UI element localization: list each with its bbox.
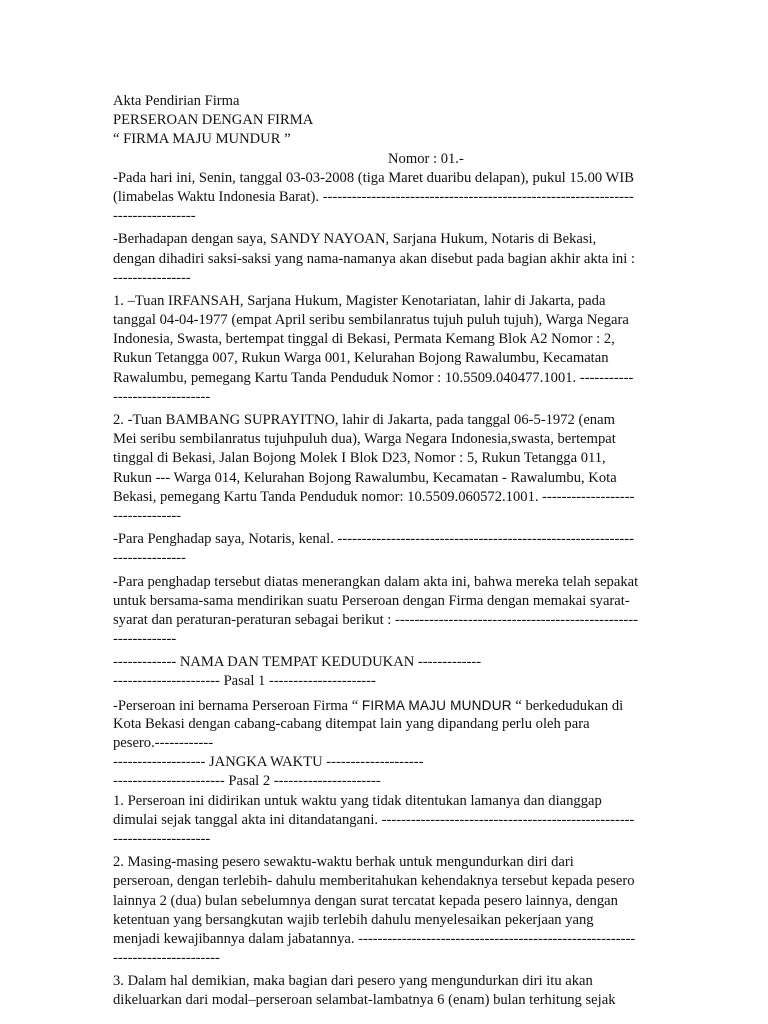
line-text: Indonesia, Swasta, bertempat tinggal di Bekasi, Permata Kemang Blok A2 Nomor : 2, — [113, 331, 615, 348]
document-line — [113, 830, 660, 849]
line-text: ------------------- JANGKA WAKTU -------------------- — [113, 754, 424, 771]
document-line — [113, 169, 660, 188]
document-line — [113, 949, 660, 968]
document-line — [113, 111, 660, 130]
document-line — [113, 230, 660, 249]
document-line — [113, 573, 660, 592]
document-line — [113, 507, 660, 526]
document-line — [113, 207, 660, 226]
line-text: 3. Dalam hal demikian, maka bagian dari pesero yang mengundurkan diri itu akan — [113, 973, 593, 990]
document-line — [113, 150, 660, 169]
document-line — [113, 330, 660, 349]
line-text: “ FIRMA MAJU MUNDUR ” — [113, 131, 291, 148]
line-text: -------------------- — [113, 830, 211, 847]
document-line — [113, 250, 660, 269]
line-text: -Pada hari ini, Senin, tanggal 03-03-2008 (tiga Maret duaribu delapan), pukul 15.00 WIB — [113, 169, 634, 186]
document-line — [113, 592, 660, 611]
document-line — [113, 549, 660, 568]
document-line — [113, 892, 660, 911]
document-line — [113, 130, 660, 149]
document-line — [113, 388, 660, 407]
line-text: tinggal di Bekasi, Jalan Bojong Molek I Blok D23, Nomor : 5, Rukun Tetangga 011, — [113, 450, 606, 467]
line-text: untuk bersama-sama mendirikan suatu Perseroan dengan Firma dengan memakai syarat- — [113, 592, 630, 609]
line-text: ------------- NAMA DAN TEMPAT KEDUDUKAN ------------- — [113, 654, 482, 671]
line-text: Akta Pendirian Firma — [113, 93, 240, 109]
line-text: Kota Bekasi dengan cabang-cabang ditempat lain yang dipandang perlu oleh para — [113, 715, 590, 732]
document-line — [113, 188, 660, 207]
document-line — [113, 696, 660, 715]
document-line — [113, 349, 660, 368]
line-text: 2. -Tuan BAMBANG SUPRAYITNO, lahir di Jakarta, pada tanggal 06-5-1972 (enam — [113, 412, 615, 428]
document-line — [113, 488, 660, 507]
document-line — [113, 92, 660, 111]
line-text: pesero.------------ — [113, 735, 214, 751]
line-text: 1. Perseroan ini didirikan untuk waktu yang tidak ditentukan lamanya dan dianggap — [113, 792, 602, 809]
line-text: Nomor : 01.- — [388, 150, 464, 167]
document-line — [113, 792, 660, 811]
document-line — [113, 672, 660, 691]
firm-name-inline: FIRMA MAJU MUNDUR — [361, 697, 512, 713]
line-text: ----------------- — [113, 208, 196, 225]
document-line — [113, 411, 660, 430]
document-body — [113, 92, 660, 1011]
line-text: ketentuan yang bersangkutan wajib terlebih dahulu menyelesaikan pekerjaan yang — [113, 911, 594, 928]
line-text: tanggal 04-04-1977 (empat April seribu sembilanratus tujuh puluh tujuh), Warga Negara — [113, 312, 629, 329]
line-text: Mei seribu sembilanratus tujuhpuluh dua), Warga Negara Indonesia,swasta, bertempat — [113, 431, 616, 448]
document-line — [113, 772, 660, 791]
document-line — [113, 853, 660, 872]
line-text: perseroan, dengan terlebih- dahulu memberitahukan kehendaknya tersebut kepada pesero — [113, 873, 635, 890]
document-line — [113, 972, 660, 991]
line-text: Bekasi, pemegang Kartu Tanda Penduduk nomor: 10.5509.060572.1001. ------------------- — [113, 488, 635, 505]
document-line — [113, 311, 660, 330]
line-text: -Perseroan ini bernama Perseroan Firma “ — [113, 697, 362, 714]
document-line — [113, 653, 660, 672]
line-text: PERSEROAN DENGAN FIRMA — [113, 112, 314, 129]
line-text: ---------------- — [113, 269, 191, 286]
line-text: -Berhadapan dengan saya, SANDY NAYOAN, Sarjana Hukum, Notaris di Bekasi, — [113, 231, 597, 248]
document-line — [113, 269, 660, 288]
line-text: ---------------------- — [113, 950, 220, 967]
document-line — [113, 292, 660, 311]
document-line — [113, 872, 660, 891]
line-text: dimulai sejak tanggal akta ini ditandatangani. ---------------------------------------------------- — [113, 811, 635, 828]
line-text: lainnya 2 (dua) bulan sebelumnya dengan surat tercatat kepada pesero lainnya, dengan — [113, 892, 618, 909]
document-line — [113, 369, 660, 388]
line-text: -Para Penghadap saya, Notaris, kenal. ------------------------------------------------------------- — [113, 531, 634, 548]
line-text: syarat dan peraturan-peraturan sebagai berikut : -------------------------------------------------- — [113, 611, 639, 628]
document-line — [113, 469, 660, 488]
line-text-continued: “ berkedudukan di — [511, 697, 624, 714]
line-text: Rawalumbu, pemegang Kartu Tanda Penduduk Nomor : 10.5509.040477.1001. ----------- — [113, 369, 634, 386]
document-line — [113, 630, 660, 649]
document-line — [113, 930, 660, 949]
line-text: -Para penghadap tersebut diatas menerangkan dalam akta ini, bahwa mereka telah sepakat — [113, 573, 639, 590]
line-text: dikeluarkan dari modal–perseroan selambat-lambatnya 6 (enam) bulan terhitung sejak — [113, 992, 616, 1009]
line-text: Rukun --- Warga 014, Kelurahan Bojong Rawalumbu, Kecamatan - Rawalumbu, Kota — [113, 469, 617, 486]
line-text: 2. Masing-masing pesero sewaktu-waktu berhak untuk mengundurkan diri dari — [113, 854, 574, 871]
document-line — [113, 753, 660, 772]
line-text: (limabelas Waktu Indonesia Barat). ---------------------------------------------------------------- — [113, 188, 634, 205]
document-line — [113, 811, 660, 830]
line-text: -------------------- — [113, 388, 211, 405]
document-line — [113, 611, 660, 630]
line-text: dengan dihadiri saksi-saksi yang nama-namanya akan disebut pada bagian akhir akta ini : — [113, 250, 635, 267]
line-text: --------------- — [113, 550, 186, 567]
line-text: ----------------------- Pasal 2 ---------------------- — [113, 773, 381, 790]
document-line — [113, 430, 660, 449]
line-text: ---------------------- Pasal 1 ---------------------- — [113, 673, 376, 690]
document-line — [113, 449, 660, 468]
line-text: menjadi kewajibannya dalam jabatannya. --------------------------------------------------------- — [113, 930, 636, 947]
document-line — [113, 530, 660, 549]
document-line — [113, 734, 660, 753]
document-line — [113, 715, 660, 734]
line-text: -------------- — [113, 507, 182, 524]
document-line — [113, 911, 660, 930]
line-text: ------------- — [113, 631, 177, 648]
line-text: 1. –Tuan IRFANSAH, Sarjana Hukum, Magister Kenotariatan, lahir di Jakarta, pada — [113, 292, 606, 309]
line-text: Rukun Tetangga 007, Rukun Warga 001, Kelurahan Bojong Rawalumbu, Kecamatan — [113, 350, 609, 367]
document-line — [113, 991, 660, 1010]
